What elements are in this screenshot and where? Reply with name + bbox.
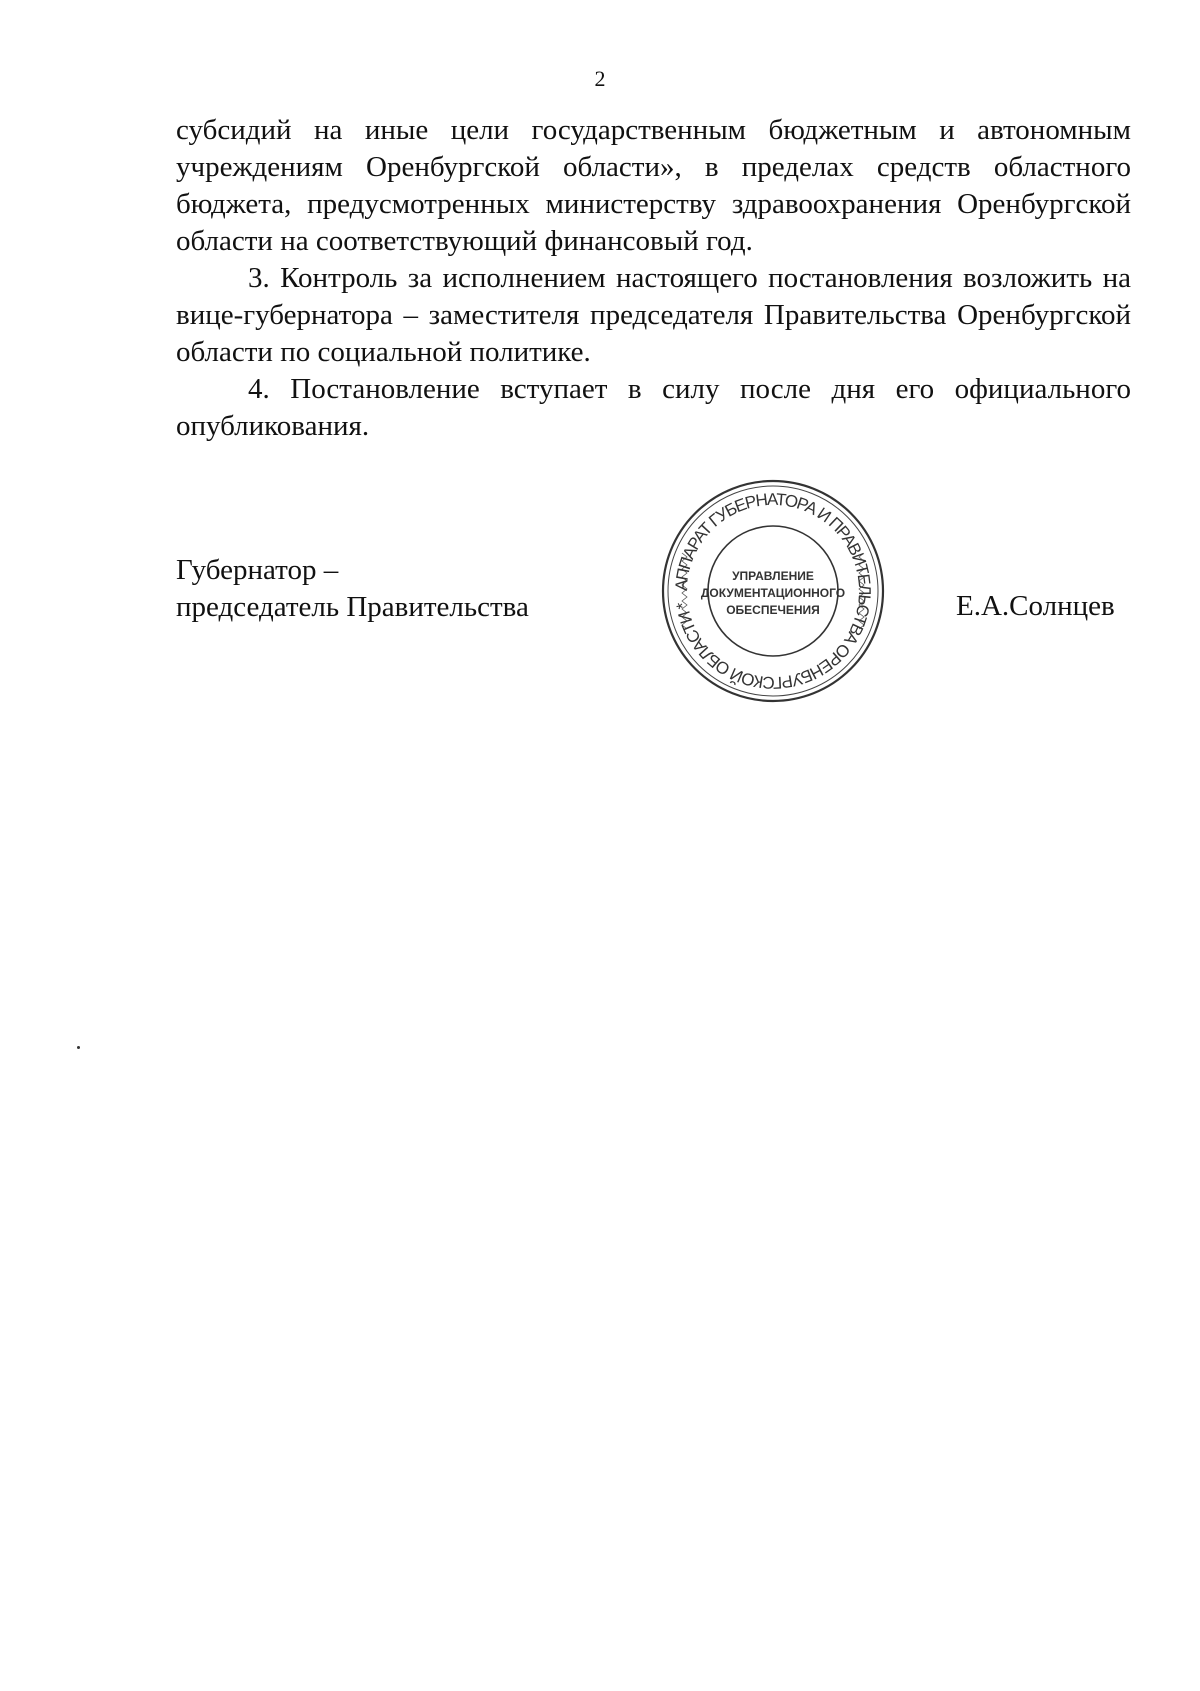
scan-speck: [77, 1046, 80, 1049]
signatory-name: Е.А.Солнцев: [956, 590, 1115, 622]
paragraph-item-4: 4. Постановление вступает в силу после дня его официального опубликования.: [176, 373, 1131, 442]
stamp-center-line1: УПРАВЛЕНИЕ: [732, 569, 814, 583]
stamp-outer-text: АППАРАТ ГУБЕРНАТОРА И ПРАВИТЕЛЬСТВА ОРЕНБУРГСКОЙ ОБЛАСТИ *: [671, 489, 875, 693]
signatory-title: [176, 552, 529, 626]
signatory-title-line1: Губернатор –: [176, 554, 339, 586]
signatory-title-line2: председатель Правительства: [176, 591, 529, 623]
stamp-graphic: [660, 478, 886, 704]
paragraph-continuation: субсидий на иные цели государственным бюджетным и автономным учреждениям Оренбургской области», в пределах средств областного бюджета, предусмотренных министерству здравоохранения Оренбургской области на соответствующий финансовый год.: [176, 114, 1131, 257]
official-stamp: [660, 478, 886, 704]
page-number: 2: [594, 66, 606, 91]
stamp-center-line3: ОБЕСПЕЧЕНИЯ: [726, 603, 820, 617]
stamp-center-line2: ДОКУМЕНТАЦИОННОГО: [700, 586, 846, 600]
document-body: [176, 112, 1131, 445]
paragraph-item-3: 3. Контроль за исполнением настоящего постановления возложить на вице-губернатора – заместителя председателя Правительства Оренбургской области по социальной политике.: [176, 262, 1131, 368]
